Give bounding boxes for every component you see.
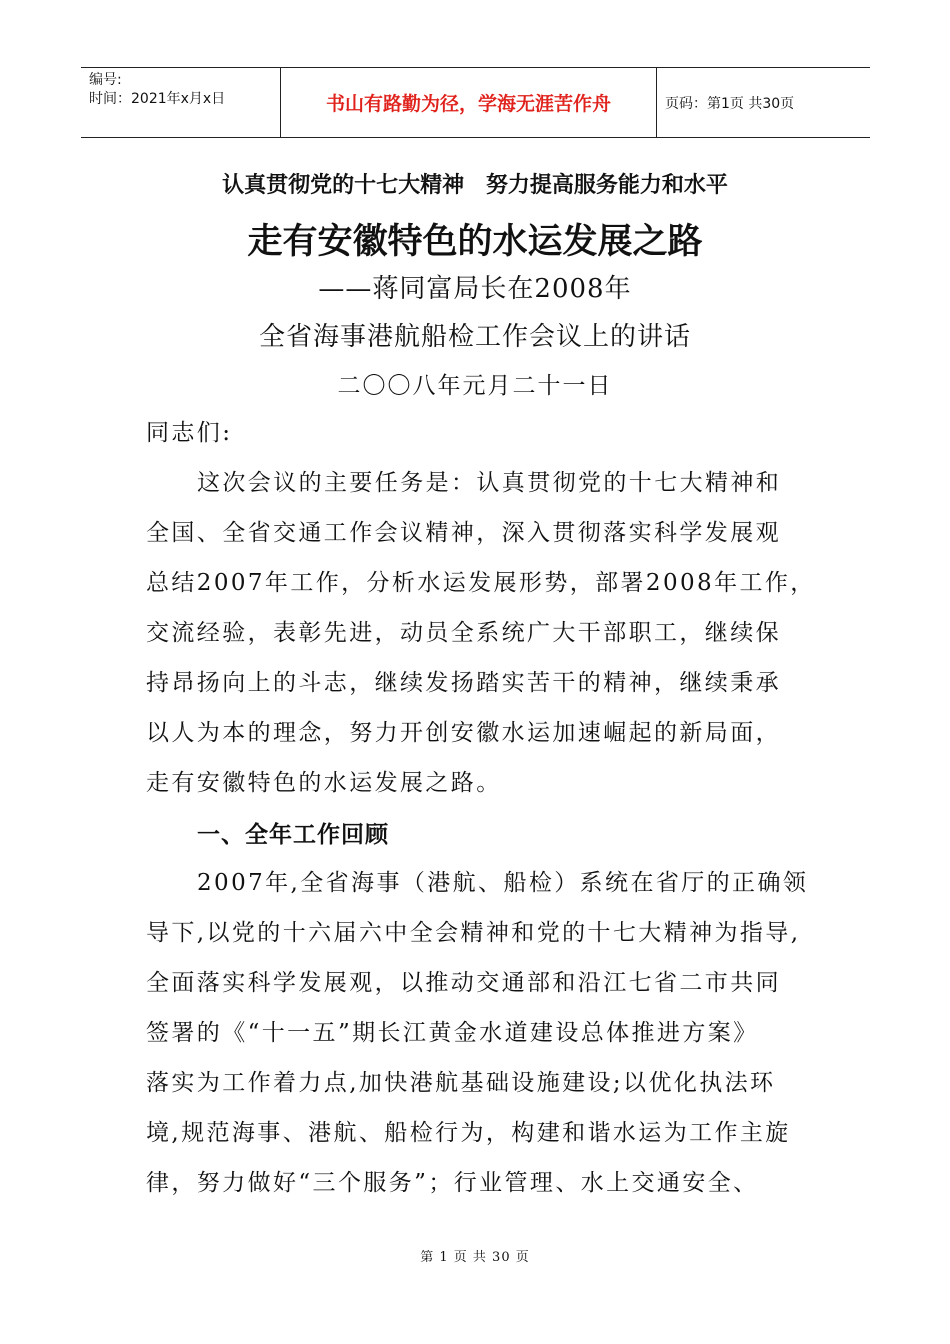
paragraph-line: 导下,以党的十六届六中全会精神和党的十七大精神为指导,: [146, 920, 801, 946]
paragraph-line: 总结2007年工作，分析水运发展形势，部署2008年工作，: [146, 570, 816, 596]
page-footer: 第 1 页 共 30 页: [420, 1250, 530, 1265]
paragraph-line: 落实为工作着力点,加快港航基础设施建设;以优化执法环: [146, 1070, 776, 1096]
paragraph-line: 全国、全省交通工作会议精神，深入贯彻落实科学发展观: [146, 520, 781, 546]
document-heading: 认真贯彻党的十七大精神 努力提高服务能力和水平: [222, 173, 728, 198]
section-heading: 一、全年工作回顾: [197, 822, 389, 848]
salutation: 同志们:: [146, 420, 233, 446]
page-header: [81, 67, 870, 138]
paragraph-line: 这次会议的主要任务是：认真贯彻党的十七大精神和: [197, 470, 782, 496]
paragraph-line: 境,规范海事、港航、船检行为，构建和谐水运为工作主旋: [146, 1120, 791, 1146]
paragraph-line: 全面落实科学发展观，以推动交通部和沿江七省二市共同: [146, 970, 781, 996]
paragraph-line: 律，努力做好“三个服务”；行业管理、水上交通安全、: [146, 1170, 759, 1196]
paragraph-line: 签署的《“十一五”期长江黄金水道建设总体推进方案》: [146, 1020, 759, 1046]
header-page-info: 页码：第1页 共30页: [665, 95, 795, 112]
document-number-label: 编号:: [89, 72, 122, 88]
paragraph-line: 以人为本的理念，努力开创安徽水运加速崛起的新局面，: [146, 720, 781, 746]
document-date: 时间：2021年x月x日: [89, 91, 226, 107]
document-date-line: 二〇〇八年元月二十一日: [337, 373, 613, 399]
document-subtitle-2: 全省海事港航船检工作会议上的讲话: [258, 322, 691, 352]
document-subtitle-1: ——蒋同富局长在2008年: [318, 274, 632, 304]
paragraph-line: 交流经验，表彰先进，动员全系统广大干部职工，继续保: [146, 620, 781, 646]
paragraph-line: 持昂扬向上的斗志，继续发扬踏实苦干的精神，继续秉承: [146, 670, 781, 696]
document-title: 走有安徽特色的水运发展之路: [247, 222, 703, 262]
header-meta: [81, 68, 281, 137]
paragraph-line: 走有安徽特色的水运发展之路。: [146, 770, 502, 796]
paragraph-line: 2007年,全省海事（港航、船检）系统在省厅的正确领: [197, 870, 809, 896]
header-motto: 书山有路勤为径，学海无涯苦作舟: [281, 68, 657, 137]
